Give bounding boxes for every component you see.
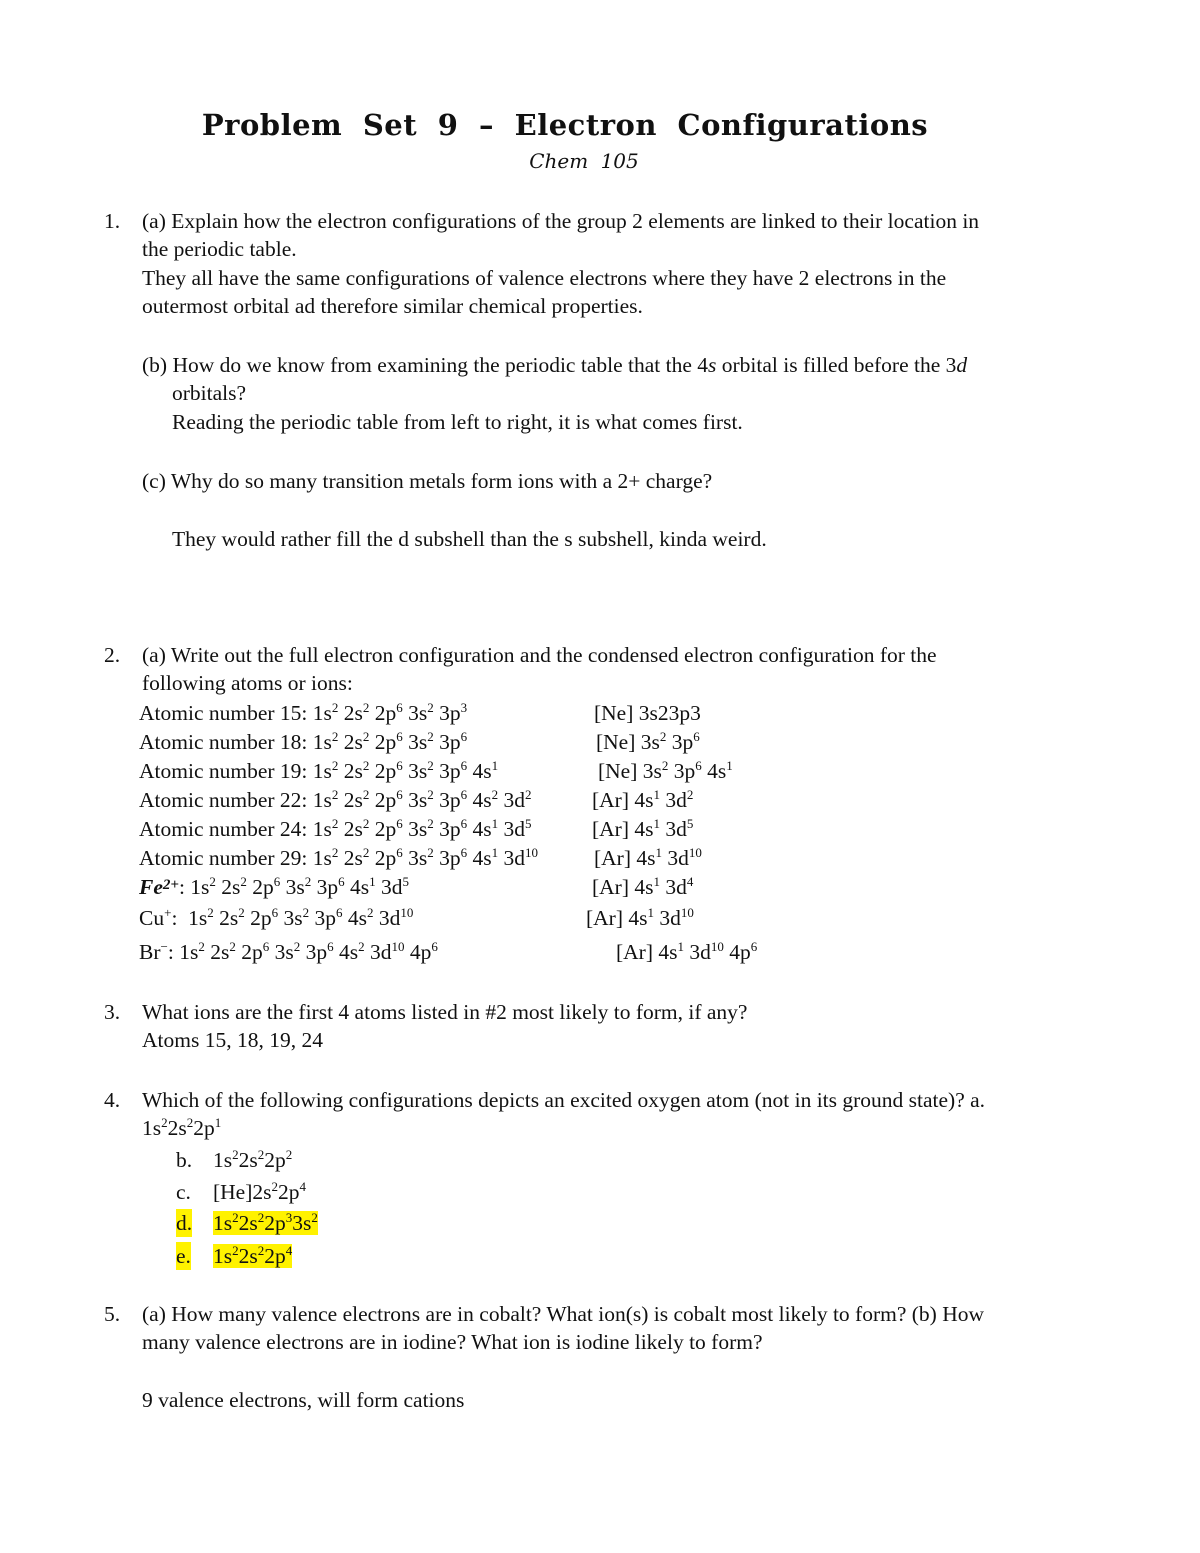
q4-option-e-label: e. xyxy=(176,1244,191,1268)
question-5-number: 5. xyxy=(104,1302,121,1326)
q4-question: Which of the following configurations depicts an excited oxygen atom (not in its ground state)? a. xyxy=(142,1088,986,1112)
question-3-number: 3. xyxy=(104,1000,121,1024)
question-2-number: 2. xyxy=(104,643,121,667)
q1a-question-line2: the periodic table. xyxy=(142,237,297,261)
q4-option-c: $[He]2s^22p^4$ xyxy=(213,1179,307,1204)
question-1-number: 1. xyxy=(104,209,121,233)
q2-question-line2: following atoms or ions: xyxy=(142,671,353,695)
config-row-22-full: Atomic number 22: $1s^2$ $2s^2$ $2p^6$ $3s^2$ $3p^6$ $4s^2$ $3d^2$ xyxy=(139,787,532,812)
config-row-18-full: Atomic number 18: $1s^2$ $2s^2$ $2p^6$ $3s^2$ $3p^6$ xyxy=(139,729,468,754)
q1b-question-line2: orbitals? xyxy=(172,381,247,405)
config-row-br-full: Br−: $1s^2$ $2s^2$ $2p^6$ $3s^2$ $3p^6$ $4s^2$ $3d^{10}$ $4p^6$ xyxy=(139,939,438,964)
q5-answer: 9 valence electrons, will form cations xyxy=(142,1388,465,1412)
q1a-answer-line2: outermost orbital ad therefore similar chemical properties. xyxy=(142,294,643,318)
config-row-fe-condensed: [Ar] $4s^1$ $3d^4$ xyxy=(592,874,694,899)
q5-question-line1: (a) How many valence electrons are in cobalt? What ion(s) is cobalt most likely to form? (b) How xyxy=(142,1302,985,1326)
config-row-15-full: Atomic number 15: $1s^2$ $2s^2$ $2p^6$ $3s^2$ $3p^3$ xyxy=(139,700,468,725)
q1b-answer: Reading the periodic table from left to right, it is what comes first. xyxy=(172,410,743,434)
config-row-24-condensed: [Ar] $4s^1$ $3d^5$ xyxy=(592,816,694,841)
q4-option-c-label: c. xyxy=(176,1180,191,1204)
q3-question: What ions are the first 4 atoms listed in #2 most likely to form, if any? xyxy=(142,1000,748,1024)
config-row-19-condensed: [Ne] $3s^2$ $3p^6$ $4s^1$ xyxy=(598,758,733,783)
config-row-fe-full: $Fe^{2+}$: $1s^2$ $2s^2$ $2p^6$ $3s^2$ $3p^6$ $4s^1$ $3d^5$ xyxy=(139,874,410,899)
q3-answer: Atoms 15, 18, 19, 24 xyxy=(142,1028,323,1052)
config-row-22-condensed: [Ar] $4s^1$ $3d^2$ xyxy=(592,787,694,812)
q2-question-line1: (a) Write out the full electron configuration and the condensed electron configuration for the xyxy=(142,643,937,667)
config-row-18-condensed: [Ne] $3s^2$ $3p^6$ xyxy=(596,729,700,754)
q4-option-b-label: b. xyxy=(176,1148,193,1172)
config-row-br-condensed: [Ar] $4s^1$ $3d^{10}$ $4p^6$ xyxy=(616,939,758,964)
q1a-answer-line1: They all have the same configurations of valence electrons where they have 2 electrons in the xyxy=(142,266,947,290)
q1b-question-line1: (b) How do we know from examining the periodic table that the 4s orbital is filled before the 3d xyxy=(142,353,968,377)
config-row-19-full: Atomic number 19: $1s^2$ $2s^2$ $2p^6$ $3s^2$ $3p^6$ $4s^1$ xyxy=(139,758,499,783)
config-row-24-full: Atomic number 24: $1s^2$ $2s^2$ $2p^6$ $3s^2$ $3p^6$ $4s^1$ $3d^5$ xyxy=(139,816,532,841)
q4-option-d-label: d. xyxy=(176,1211,193,1235)
page-title: Problem Set 9 – Electron Configurations xyxy=(201,108,929,142)
q4-option-d: $1s^22s^22p^33s^2$ xyxy=(213,1210,318,1235)
q5-question-line2: many valence electrons are in iodine? What ion is iodine likely to form? xyxy=(142,1330,763,1354)
config-row-cu-full: Cu+: $1s^2$ $2s^2$ $2p^6$ $3s^2$ $3p^6$ $4s^2$ $3d^{10}$ xyxy=(139,905,414,930)
config-row-29-condensed: [Ar] $4s^1$ $3d^{10}$ xyxy=(594,845,702,870)
config-row-cu-condensed: [Ar] $4s^1$ $3d^{10}$ xyxy=(586,905,694,930)
config-row-15-condensed: [Ne] 3s23p3 xyxy=(594,701,701,725)
q4-option-a: $1s^22s^22p^1$ xyxy=(142,1115,222,1140)
question-4-number: 4. xyxy=(104,1088,121,1112)
course-subtitle: Chem 105 xyxy=(529,149,639,173)
q4-option-e: $1s^22s^22p^4$ xyxy=(213,1243,293,1268)
q4-option-b: $1s^22s^22p^2$ xyxy=(213,1147,293,1172)
q1a-question-line1: (a) Explain how the electron configurations of the group 2 elements are linked to their location in xyxy=(142,209,980,233)
config-row-29-full: Atomic number 29: $1s^2$ $2s^2$ $2p^6$ $3s^2$ $3p^6$ $4s^1$ $3d^{10}$ xyxy=(139,845,539,870)
q1c-question: (c) Why do so many transition metals form ions with a 2+ charge? xyxy=(142,469,713,493)
q1c-answer: They would rather fill the d subshell than the s subshell, kinda weird. xyxy=(172,527,767,551)
